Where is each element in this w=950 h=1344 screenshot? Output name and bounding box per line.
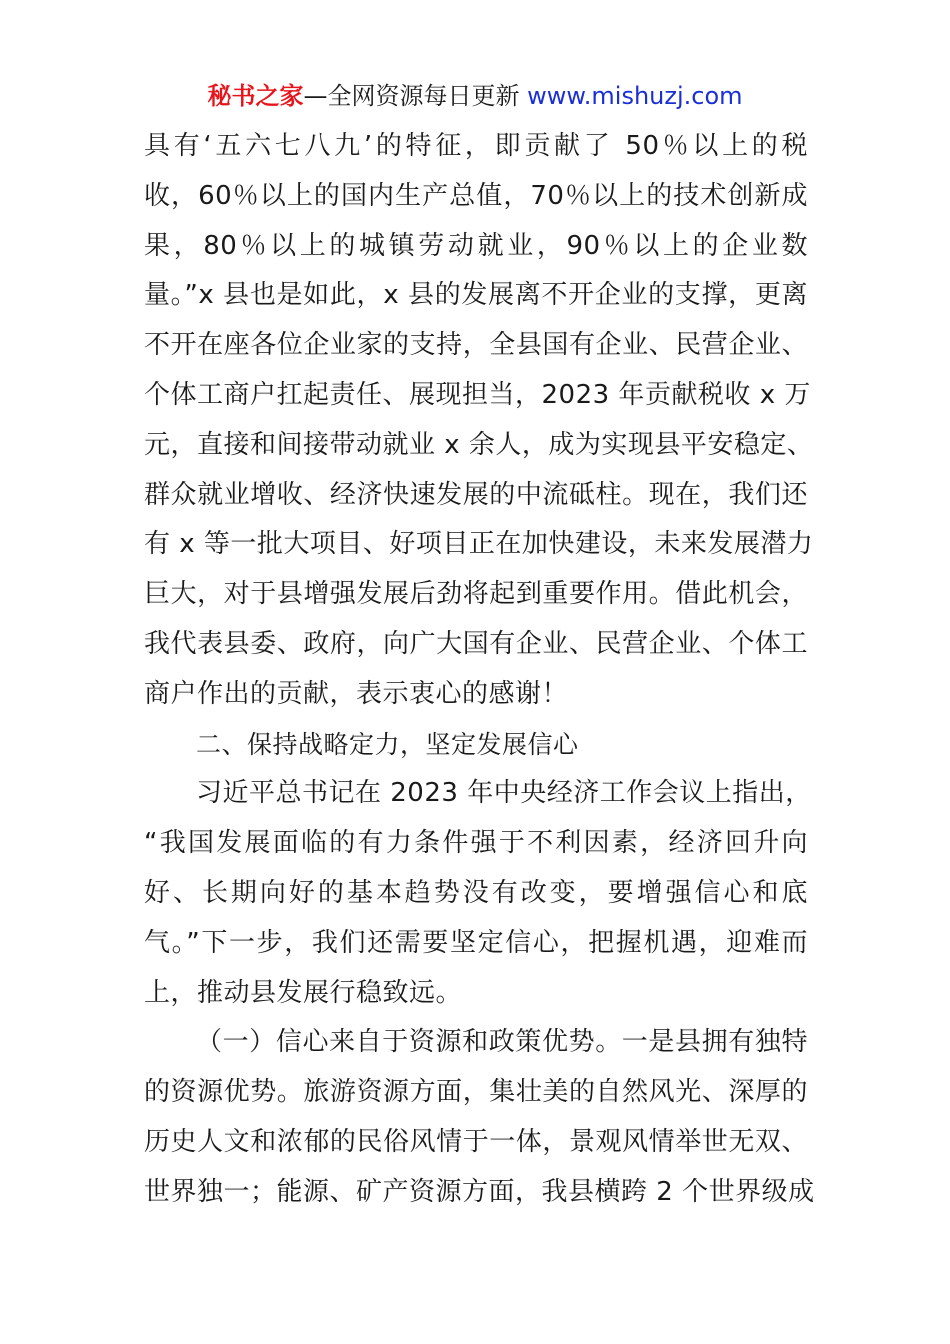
text-line: 具有‘五六七八九’的特征，即贡献了 50％以上的税 xyxy=(144,131,808,161)
site-brand: 秘书之家 xyxy=(207,82,304,110)
section-heading: 二、保持战略定力，坚定发展信心 xyxy=(196,729,579,759)
text-line: 世界独一；能源、矿产资源方面，我县横跨 2 个世界级成 xyxy=(144,1176,815,1207)
text-line: 群众就业增收、经济快速发展的中流砥柱。现在，我们还 xyxy=(144,479,808,510)
text-line: 商户作出的贡献，表示衷心的感谢！ xyxy=(144,678,569,709)
text-line: 元，直接和间接带动就业 x 余人，成为实现县平安稳定、 xyxy=(144,429,814,460)
text-line: 有 x 等一批大项目、好项目正在加快建设，未来发展潜力 xyxy=(144,529,814,560)
text-line: 上，推动县发展行稳致远。 xyxy=(144,977,463,1008)
text-line: “我国发展面临的有力条件强于不利因素，经济回升向 xyxy=(144,828,808,859)
text-line: 量。”x 县也是如此，x 县的发展离不开企业的支撑，更离 xyxy=(144,280,808,311)
text-line: 我代表县委、政府，向广大国有企业、民营企业、个体工 xyxy=(144,628,808,659)
text-line: 不开在座各位企业家的支持，全县国有企业、民营企业、 xyxy=(144,330,808,361)
text-line: 气。”下一步，我们还需要坚定信心，把握机遇，迎难而 xyxy=(144,927,808,958)
text-line: 历史人文和浓郁的民俗风情于一体，景观风情举世无双、 xyxy=(144,1126,808,1157)
text-line: 个体工商户扛起责任、展现担当，2023 年贡献税收 x 万 xyxy=(144,379,811,410)
paragraph-first-line: （一）信心来自于资源和政策优势。一是县拥有独特 xyxy=(196,1027,808,1058)
text-line: 巨大，对于县增强发展后劲将起到重要作用。借此机会， xyxy=(144,579,808,610)
paragraph-first-line: 习近平总书记在 2023 年中央经济工作会议上指出， xyxy=(196,778,812,809)
text-line: 果，80％以上的城镇劳动就业，90％以上的企业数 xyxy=(144,230,808,261)
site-url-link[interactable]: www.mishuzj.com xyxy=(527,82,743,110)
text-line: 收，60％以上的国内生产总值，70％以上的技术创新成 xyxy=(144,180,808,211)
document-body xyxy=(144,122,815,1218)
site-tagline: —全网资源每日更新 xyxy=(303,82,528,110)
text-line: 好、长期向好的基本趋势没有改变，要增强信心和底 xyxy=(144,877,808,908)
text-line: 的资源优势。旅游资源方面，集壮美的自然风光、深厚的 xyxy=(144,1077,808,1108)
site-header xyxy=(0,80,950,112)
